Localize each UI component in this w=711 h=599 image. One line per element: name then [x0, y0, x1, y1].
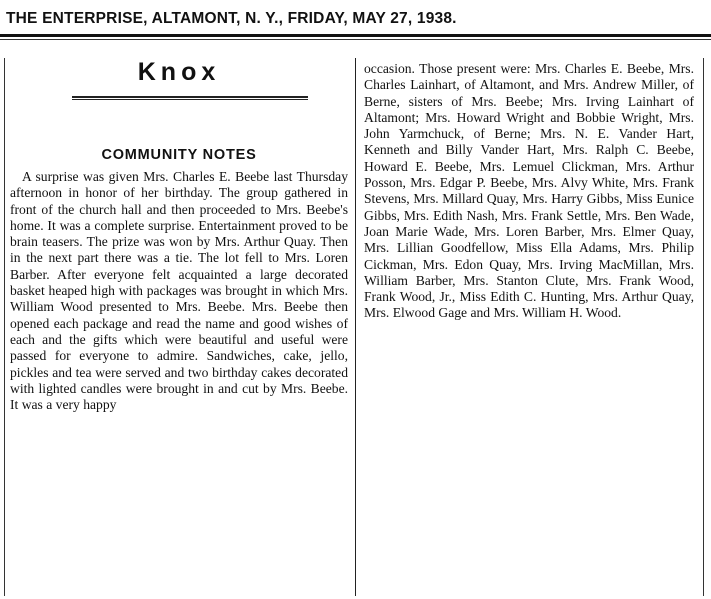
article-body-left: A surprise was given Mrs. Charles E. Beebe last Thursday afternoon in honor of her birthday. The group gathered in front of the church hall and then proceeded to Mrs. Beebe's home. It was a complete surprise. Entertainment proved to be brain teasers. The prize was won by Mrs. Arthur Quay. Then in the next part there was a tie. The lot fell to Mrs. Loren Barber. After everyone felt acquainted a large decorated basket heaped high with packages was brought in which Mrs. William Wood presented to Mrs. Beebe. Mrs. Beebe then opened each package and read the name and good wishes of each and the gifts which were beautiful and useful were passed for everyone to admire. Sandwiches, cake, jello, pickles and tea were served and two birthday cakes decorated with lighted candles were brought in and cut by Mrs. Beebe. It was a very happy	[10, 169, 348, 413]
article-left-column	[10, 60, 348, 413]
article-right-column	[364, 61, 694, 322]
masthead-rule	[0, 34, 711, 37]
column-divider	[355, 58, 356, 596]
title-rule	[72, 96, 308, 98]
title-rule-thin	[72, 99, 308, 100]
article-title: Knox	[137, 58, 221, 86]
newspaper-masthead	[6, 4, 706, 34]
masthead-text: THE ENTERPRISE, ALTAMONT, N. Y., FRIDAY, MAY 27, 1938.	[6, 10, 457, 27]
masthead-rule-thin	[0, 39, 711, 40]
article-body-right: occasion. Those present were: Mrs. Charles E. Beebe, Mrs. Charles Lainhart, of Altamont, and Mrs. Andrew Miller, of Berne, sisters of Mrs. Beebe; Mrs. Irving Lainhart of Altamont; Mrs. Howard Wright and Bobbie Wright, Mrs. John Yarmchuck, of Berne; Mrs. N. E. Vander Hart, Kenneth and Billy Vander Hart, Mrs. Ralph C. Beebe, Howard E. Beebe, Mrs. Lemuel Clickman, Mrs. Arthur Posson, Mrs. Edgar P. Beebe, Mrs. Alvy White, Mrs. Frank Stevens, Mrs. Millard Quay, Mrs. Harry Gibbs, Miss Eunice Gibbs, Mrs. Edith Nash, Mrs. Frank Settle, Mrs. Ben Wade, Joan Marie Wade, Mrs. Loren Barber, Mrs. Elmer Quay, Mrs. Lillian Goodfellow, Miss Ella Adams, Mrs. Philip Cickman, Mrs. Edon Quay, Mrs. Irving MacMillan, Mrs. William Barber, Mrs. Stanton Clute, Mrs. Frank Wood, Frank Wood, Jr., Miss Edith C. Hunting, Mrs. Arthur Quay, Mrs. Elwood Gage and Mrs. William H. Wood.	[364, 61, 694, 321]
article-subhead: COMMUNITY NOTES	[101, 147, 257, 163]
